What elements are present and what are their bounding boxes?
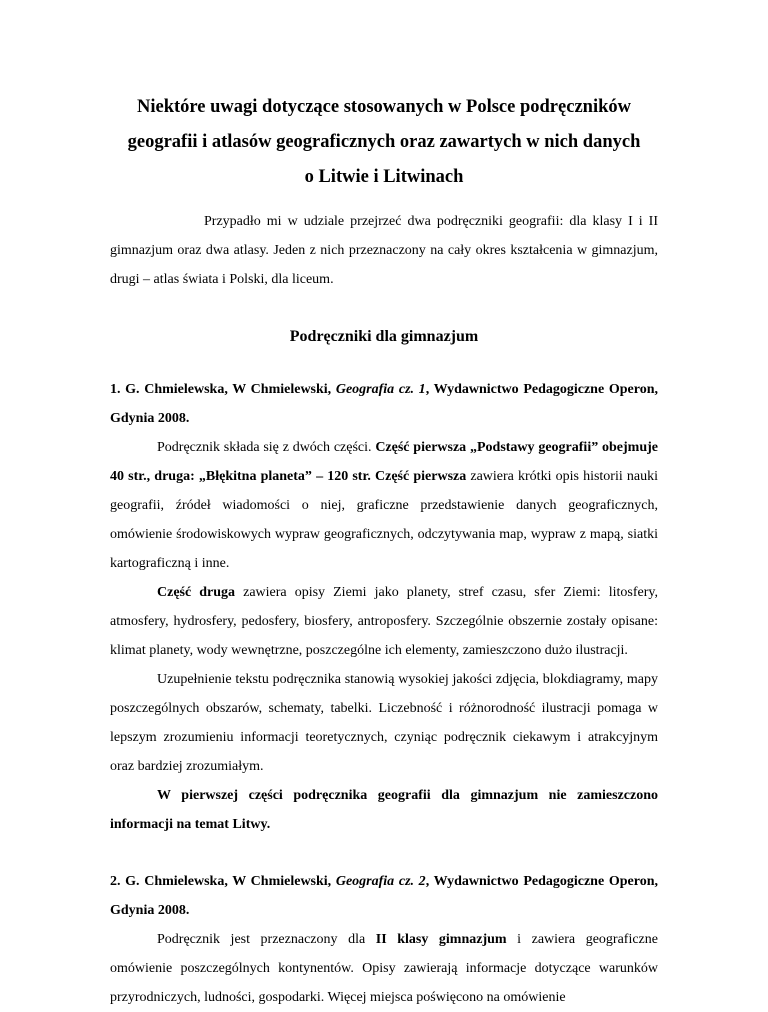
title-line-1: Niektóre uwagi dotyczące stosowanych w Polsce podręczników: [137, 97, 631, 117]
title-line-3: o Litwie i Litwinach: [304, 167, 464, 187]
item-2-p1-rest: i zawiera geograficzne omówienie poszczególnych kontynentów. Opisy zawierają informacje dotyczące warunków przyrodniczych, ludności, gospodarki. Więcej miejsca poświęcono na omówienie: [110, 932, 658, 1005]
item-1-paragraph-1: [110, 433, 658, 578]
item-2-p1-bold: II klasy gimnazjum: [375, 932, 507, 947]
item-1-p1-bold: Część pierwsza „Podstawy geografii” obejmuje 40 str., druga: „Błękitna planeta” – 120 str. Część pierwsza: [110, 440, 658, 484]
title-line-2: geografii i atlasów geograficznych oraz zawartych w nich danych: [127, 132, 641, 152]
item-1-heading-authors: 1. G. Chmielewska, W Chmielewski,: [110, 382, 336, 397]
item-2-heading-publisher: , Wydawnictwo Pedagogiczne Operon, Gdynia 2008.: [110, 874, 658, 918]
item-1-p2-rest: zawiera opisy Ziemi jako planety, stref czasu, sfer Ziemi: litosfery, atmosfery, hydrosfery, pedosfery, biosfery, antroposfery. Szczególnie obszernie zostały opisane: klimat planety, wody wewnętrzne, poszczególne ich elementy, zamieszczono dużo ilustracji.: [110, 585, 658, 658]
item-1-paragraph-3: Uzupełnienie tekstu podręcznika stanowią wysokiej jakości zdjęcia, blokdiagramy, mapy poszczególnych obszarów, schematy, tabelki. Liczebność i różnorodność ilustracji pomaga w lepszym zrozumieniu informacji teoretycznych, czyniąc podręcznik ciekawym i atrakcyjnym oraz bardziej zrozumiałym.: [110, 672, 658, 774]
item-2-heading-authors: 2. G. Chmielewska, W Chmielewski,: [110, 874, 336, 889]
item-1-note: W pierwszej części podręcznika geografii dla gimnazjum nie zamieszczono informacji na temat Litwy.: [110, 788, 658, 832]
item-1-p1-rest: zawiera krótki opis historii nauki geografii, źródeł wiadomości o niej, graficzne przedstawienie danych geograficznych, omówienie środowiskowych wypraw geograficznych, odczytywania map, wypraw z mapą, siatki kartograficzną i inne.: [110, 469, 658, 571]
section-title: Podręczniki dla gimnazjum: [289, 328, 479, 345]
item-1-p1-start: Podręcznik składa się z dwóch części.: [157, 440, 376, 455]
item-2-paragraph-1: [110, 925, 658, 1012]
item-1-paragraph-2: [110, 578, 658, 665]
item-1-heading-publisher: , Wydawnictwo Pedagogiczne Operon, Gdynia 2008.: [110, 382, 658, 426]
item-2-heading-title: Geografia cz. 2: [335, 874, 426, 889]
item-1-heading-title: Geografia cz. 1: [335, 382, 426, 397]
item-1-p2-bold: Część druga: [157, 585, 236, 600]
intro-paragraph: Przypadło mi w udziale przejrzeć dwa podręczniki geografii: dla klasy I i II gimnazjum oraz dwa atlasy. Jeden z nich przeznaczony na cały okres kształcenia w gimnazjum, drugi – atlas świata i Polski, dla liceum.: [110, 214, 658, 287]
item-2-p1-start: Podręcznik jest przeznaczony dla: [157, 932, 376, 947]
item-1-heading: [110, 375, 658, 433]
document-title: [110, 90, 658, 195]
item-2-heading: [110, 867, 658, 925]
